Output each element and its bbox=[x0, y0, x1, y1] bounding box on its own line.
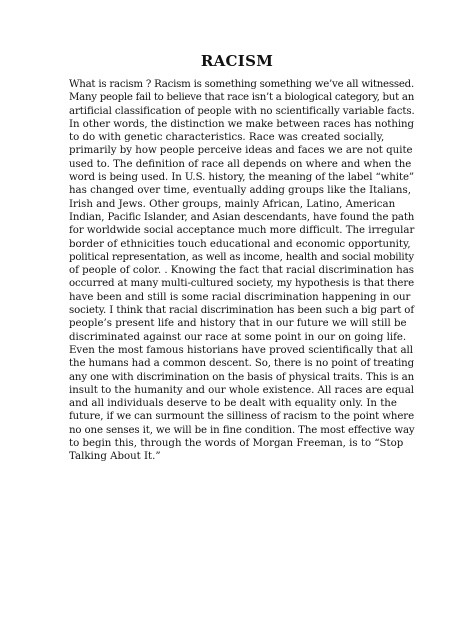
paragraph-line: word is being used. In U.S. history, the meaning of the label “white” bbox=[69, 172, 414, 184]
paragraph-line: has changed over time, eventually adding groups like the Italians, bbox=[69, 185, 411, 197]
paragraph-line: to begin this, through the words of Morgan Freeman, is to “Stop bbox=[69, 438, 404, 450]
paragraph-line: used to. The definition of race all depends on where and when the bbox=[69, 158, 412, 170]
paragraph-line: What is racism ? Racism is something something we’ve all witnessed. bbox=[69, 79, 414, 90]
paragraph-line: people’s present life and history that in our future we will still be bbox=[69, 318, 407, 330]
paragraph-line: political representation, as well as income, health and social mobility bbox=[69, 251, 414, 263]
paragraph-line: Indian, Pacific Islander, and Asian descendants, have found the path bbox=[69, 211, 415, 223]
paragraph-line: discriminated against our race at some point in our on going life. bbox=[69, 331, 407, 343]
paragraph-line: border of ethnicities touch educational and economic opportunity, bbox=[69, 238, 411, 250]
paragraph-line: the humans had a common descent. So, there is no point of treating bbox=[69, 358, 414, 370]
paragraph-line: any one with discrimination on the basis of physical traits. This is an bbox=[69, 371, 414, 383]
paragraph-line: future, if we can surmount the silliness of racism to the point where bbox=[69, 411, 414, 423]
paragraph-line: Many people fail to believe that race isn’t a biological category, but an bbox=[69, 92, 414, 104]
paragraph-line: Talking About It.” bbox=[69, 451, 161, 463]
paragraph-line: In other words, the distinction we make between races has nothing bbox=[69, 118, 414, 130]
paragraph-line: occurred at many multi-cultured society, my hypothesis is that there bbox=[69, 278, 414, 290]
paragraph-line: and all individuals deserve to be dealt with equality only. In the bbox=[69, 398, 397, 410]
paragraph-line: primarily by how people perceive ideas and faces we are not quite bbox=[69, 145, 413, 157]
paragraph-line: insult to the humanity and our whole existence. All races are equal bbox=[69, 384, 414, 396]
paragraph-line: of people of color. . Knowing the fact that racial discrimination has bbox=[69, 265, 414, 277]
paragraph-line: have been and still is some racial discrimination happening in our bbox=[69, 291, 411, 303]
body-paragraph bbox=[69, 78, 414, 464]
paragraph-line: society. I think that racial discrimination has been such a big part of bbox=[69, 305, 414, 317]
paragraph-line: artificial classification of people with no scientifically variable facts. bbox=[69, 105, 415, 117]
paragraph-line: Even the most famous historians have proved scientifically that all bbox=[69, 344, 414, 356]
paragraph-line: for worldwide social acceptance much more difficult. The irregular bbox=[69, 225, 415, 237]
paragraph-line: to do with genetic characteristics. Race was created socially, bbox=[69, 132, 385, 144]
paragraph-line: Irish and Jews. Other groups, mainly African, Latino, American bbox=[69, 198, 396, 210]
document-title: RACISM bbox=[200, 52, 274, 70]
paragraph-line: no one senses it, we will be in fine condition. The most effective way bbox=[69, 424, 415, 436]
